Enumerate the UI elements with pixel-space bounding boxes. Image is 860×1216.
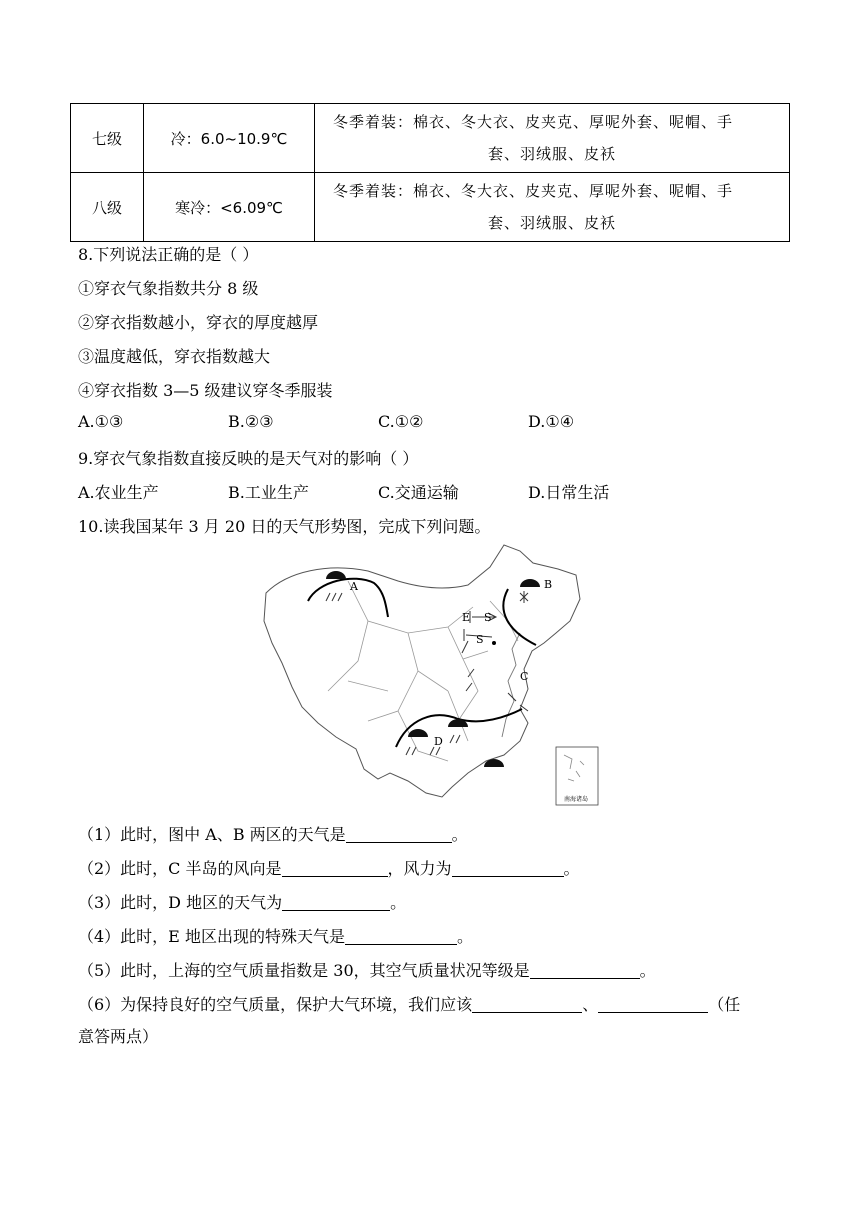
cloud-icon-b: [520, 579, 540, 587]
rain-icon-a: [326, 593, 342, 601]
temperature-cell: 寒冷：<6.09℃: [144, 173, 315, 242]
q8-statement-4: ④穿衣指数 3—5 级建议穿冬季服装: [78, 381, 333, 400]
snow-icon-b: [520, 591, 528, 603]
clothing-line-2: 套、羽绒服、皮袄: [487, 214, 616, 232]
q9-option-d[interactable]: D.日常生活: [528, 483, 610, 502]
q9-option-a[interactable]: A.农业生产: [78, 483, 159, 502]
q10-sub-6: （6）为保持良好的空气质量，保护大气环境，我们应该 、 （任: [78, 995, 741, 1014]
map-label-a: A: [350, 580, 358, 593]
rain-icon-south: [450, 735, 460, 743]
q8-statement-2: ②穿衣指数越小，穿衣的厚度越厚: [78, 313, 319, 332]
q10-stem: 10.读我国某年 3 月 20 日的天气形势图，完成下列问题。: [78, 517, 491, 536]
inset-label: 南海诸岛: [564, 796, 589, 803]
q10-sub-3: （3）此时，D 地区的天气为 。: [78, 893, 407, 912]
map-label-s1: S: [484, 611, 492, 624]
q8-option-c[interactable]: C.①②: [378, 412, 424, 431]
answer-blank-6b[interactable]: [598, 994, 708, 1013]
grade-cell: 八级: [71, 173, 144, 242]
weather-map: [258, 541, 604, 809]
map-label-c: C: [520, 670, 529, 683]
clothing-cell: [315, 104, 790, 173]
clothing-cell: [315, 173, 790, 242]
q9-option-c[interactable]: C.交通运输: [378, 483, 459, 502]
cloud-icon-d: [408, 729, 428, 737]
q10-sub-4: （4）此时，E 地区出现的特殊天气是 。: [78, 927, 473, 946]
map-label-s2: S: [476, 633, 484, 646]
answer-blank-4[interactable]: [345, 926, 457, 945]
answer-blank-2b[interactable]: [452, 858, 564, 877]
q10-sub-5: （5）此时，上海的空气质量指数是 30，其空气质量状况等级是 。: [78, 961, 656, 980]
q8-statement-1: ①穿衣气象指数共分 8 级: [78, 279, 259, 298]
front-south: [396, 709, 522, 747]
map-label-d: D: [434, 735, 443, 748]
q10-sub-1: （1）此时，图中 A、B 两区的天气是 。: [78, 825, 468, 844]
q9-option-b[interactable]: B.工业生产: [228, 483, 309, 502]
q8-option-b[interactable]: B.②③: [228, 412, 274, 431]
q10-sub-6-cont: 意答两点）: [78, 1027, 159, 1046]
answer-blank-3[interactable]: [282, 892, 390, 911]
q8-option-a[interactable]: A.①③: [78, 412, 124, 431]
clothing-line-1: 冬季着装：棉衣、冬大衣、皮夹克、厚呢外套、呢帽、手: [333, 113, 734, 131]
map-label-b: B: [544, 578, 553, 591]
clothing-line-1: 冬季着装：棉衣、冬大衣、皮夹克、厚呢外套、呢帽、手: [333, 182, 734, 200]
cloud-icon-a: [326, 571, 346, 579]
clothing-line-2: 套、羽绒服、皮袄: [487, 145, 616, 163]
capital-star-icon: [492, 641, 496, 645]
table-row: [71, 104, 790, 173]
q8-statement-3: ③温度越低，穿衣指数越大: [78, 347, 271, 366]
q9-stem: 9.穿衣气象指数直接反映的是天气对的影响（ ）: [78, 449, 419, 468]
grade-cell: 七级: [71, 104, 144, 173]
map-label-e: E: [462, 611, 471, 624]
q10-sub-2: （2）此时，C 半岛的风向是 ，风力为 。: [78, 859, 580, 878]
clothing-index-table: [70, 103, 790, 242]
coastline: [502, 633, 520, 737]
answer-blank-5[interactable]: [530, 960, 640, 979]
rain-icon-d: [406, 747, 440, 755]
answer-blank-2a[interactable]: [282, 858, 388, 877]
q8-stem: 8.下列说法正确的是（ ）: [78, 245, 259, 264]
answer-blank-6a[interactable]: [472, 994, 582, 1013]
front-b: [503, 589, 536, 645]
answer-blank-1[interactable]: [346, 824, 452, 843]
temperature-cell: 冷：6.0~10.9℃: [144, 104, 315, 173]
front-a: [308, 579, 388, 617]
wind-barb-icon-e: [462, 611, 528, 711]
q8-option-d[interactable]: D.①④: [528, 412, 575, 431]
table-row: [71, 173, 790, 242]
